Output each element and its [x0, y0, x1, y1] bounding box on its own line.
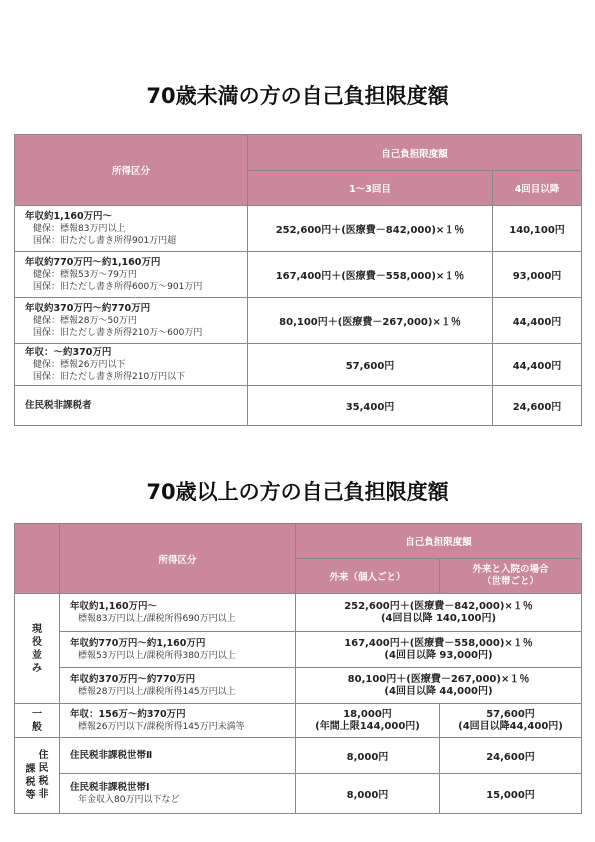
table-row: 年収約1,160万円～ 健保：標報83万円以上 国保：旧ただし書き所得901万円超 252,600円＋(医療費－842,000)×１％ 140,100円	[15, 206, 582, 252]
header-first-3: 1～3回目	[248, 171, 493, 206]
category-active: 現 役 並 み	[15, 594, 60, 704]
header-blank	[15, 524, 60, 594]
table-row: 年収約770万円～約1,160万円 健保：標報53万～79万円 国保：旧ただし書き所得600万～901万円 167,400円＋(医療費－558,000)×１％ 93,000円	[15, 252, 582, 298]
header-limit: 自己負担限度額	[296, 524, 582, 559]
table-row: 現 役 並 み 年収約1,160万円～ 標報83万円以上/課税所得690万円以上 252,600円＋(医療費－842,000)×１％ (4回目以降 140,100円)	[15, 594, 582, 632]
header-income: 所得区分	[15, 135, 248, 206]
category-tax-exempt: 課 税 等 住 民 税 非	[15, 738, 60, 814]
table-row: 課 税 等 住 民 税 非 住民税非課税世帯Ⅱ 8,000円 24,600円	[15, 738, 582, 774]
table1-title: 70歳未満の方の自己負担限度額	[146, 84, 449, 108]
table-row: 年収約370万円～約770万円 標報28万円以上/課税所得145万円以上 80,100円＋(医療費－267,000)×１％ (4回目以降 44,000円)	[15, 668, 582, 704]
table2-title: 70歳以上の方の自己負担限度額	[146, 480, 449, 504]
table-row: 一 般 年収：156万～約370万円 標報26万円以下/課税所得145万円未満等 18,000円 (年間上限144,000円) 57,600円 (4回目以降44,400円)	[15, 704, 582, 738]
table-row: 住民税非課税世帯Ⅰ 年金収入80万円以下など 8,000円 15,000円	[15, 774, 582, 814]
table-row: 年収約770万円～約1,160万円 標報53万円以上/課税所得380万円以上 167,400円＋(医療費－558,000)×１％ (4回目以降 93,000円)	[15, 632, 582, 668]
table-row: 住民税非課税者 35,400円 24,600円	[15, 386, 582, 426]
header-4th-on: 4回目以降	[493, 171, 582, 206]
table-under-70	[14, 134, 582, 426]
table-70-and-over	[14, 523, 582, 814]
header-outpatient-inpatient: 外来と入院の場合 （世帯ごと）	[440, 559, 582, 594]
header-limit: 自己負担限度額	[248, 135, 582, 171]
header-outpatient: 外来（個人ごと）	[296, 559, 440, 594]
category-general: 一 般	[15, 704, 60, 738]
table-row: 年収：～約370万円 健保：標報26万円以下 国保：旧ただし書き所得210万円以下 57,600円 44,400円	[15, 344, 582, 386]
header-income: 所得区分	[60, 524, 296, 594]
table-row: 年収約370万円～約770万円 健保：標報28万～50万円 国保：旧ただし書き所得210万～600万円 80,100円＋(医療費－267,000)×１％ 44,400円	[15, 298, 582, 344]
